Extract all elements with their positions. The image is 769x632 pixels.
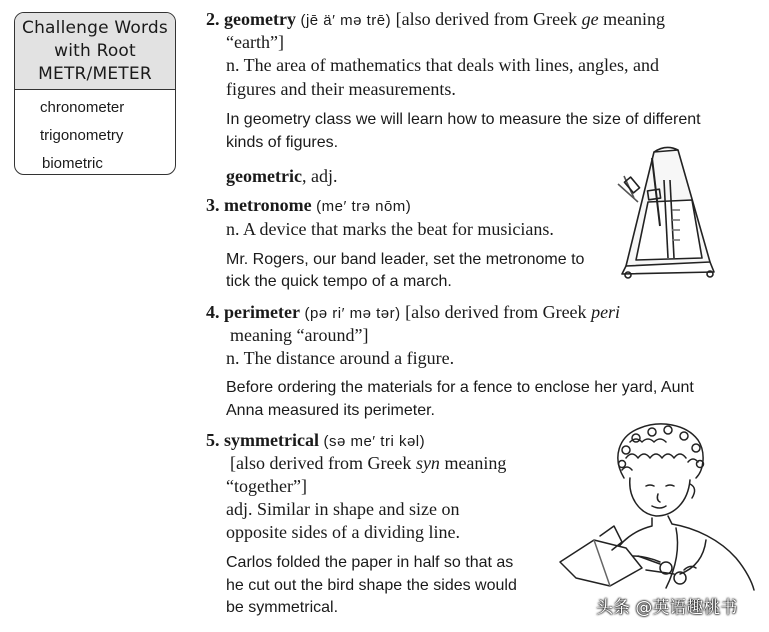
definition: n. The area of mathematics that deals with lines, angles, and: [226, 55, 660, 75]
entry-word: metronome: [224, 195, 312, 215]
entry-word: symmetrical: [224, 430, 319, 450]
definition: opposite sides of a dividing line.: [226, 522, 460, 542]
example-sentence: Mr. Rogers, our band leader, set the metronome to: [226, 251, 585, 268]
entry-metronome-headline: 3. metronome (me′ trə nōm): [206, 195, 412, 215]
origin-line: “earth”]: [226, 32, 284, 52]
definition: figures and their measurements.: [226, 79, 456, 99]
origin-line: “together”]: [226, 476, 307, 496]
challenge-word: chronometer: [40, 99, 125, 116]
example-sentence: Carlos folded the paper in half so that as: [226, 554, 514, 571]
entry-word: geometry: [224, 9, 296, 29]
definition: n. The distance around a figure.: [226, 348, 455, 368]
challenge-word: biometric: [42, 155, 103, 172]
example-sentence: Before ordering the materials for a fence to enclose her yard, Aunt: [226, 379, 694, 396]
example-sentence: kinds of figures.: [226, 134, 339, 151]
watermark: 头条 @英语趣桃书: [596, 598, 738, 618]
example-sentence: he cut out the bird shape the sides would: [226, 577, 517, 594]
definition: n. A device that marks the beat for musicians.: [226, 219, 554, 239]
boy-cutting-paper-illustration: [556, 418, 762, 594]
entry-word: perimeter: [224, 302, 300, 322]
derived-form: geometric, adj.: [226, 166, 338, 186]
example-sentence: Anna measured its perimeter.: [226, 402, 435, 419]
challenge-words-list: [15, 90, 175, 178]
pronunciation: (me′ trə nōm): [316, 198, 412, 215]
origin-line: meaning “around”]: [230, 325, 369, 345]
definition: adj. Similar in shape and size on: [226, 499, 460, 519]
example-sentence: tick the quick tempo of a march.: [226, 273, 452, 290]
pronunciation: (jē ä′ mə trē): [300, 12, 392, 29]
challenge-word: trigonometry: [40, 127, 124, 144]
challenge-words-box: [14, 12, 176, 175]
entry-geometry-headline: 2. geometry (jē ä′ mə trē) [also derived from Greek ge meaning: [206, 9, 666, 29]
example-sentence: be symmetrical.: [226, 599, 339, 616]
entry-perimeter-headline: 4. perimeter (pə ri′ mə tər) [also derived from Greek peri: [206, 302, 621, 322]
origin-line: [also derived from Greek syn meaning: [230, 453, 507, 473]
pronunciation: (pə ri′ mə tər): [304, 305, 401, 322]
example-sentence: In geometry class we will learn how to measure the size of different: [226, 111, 701, 128]
challenge-words-title: Challenge Words with Root METR/METER: [15, 13, 175, 90]
metronome-illustration: [612, 140, 728, 280]
entry-symmetrical-headline: 5. symmetrical (sə me′ tri kəl): [206, 430, 426, 450]
pronunciation: (sə me′ tri kəl): [323, 433, 426, 450]
